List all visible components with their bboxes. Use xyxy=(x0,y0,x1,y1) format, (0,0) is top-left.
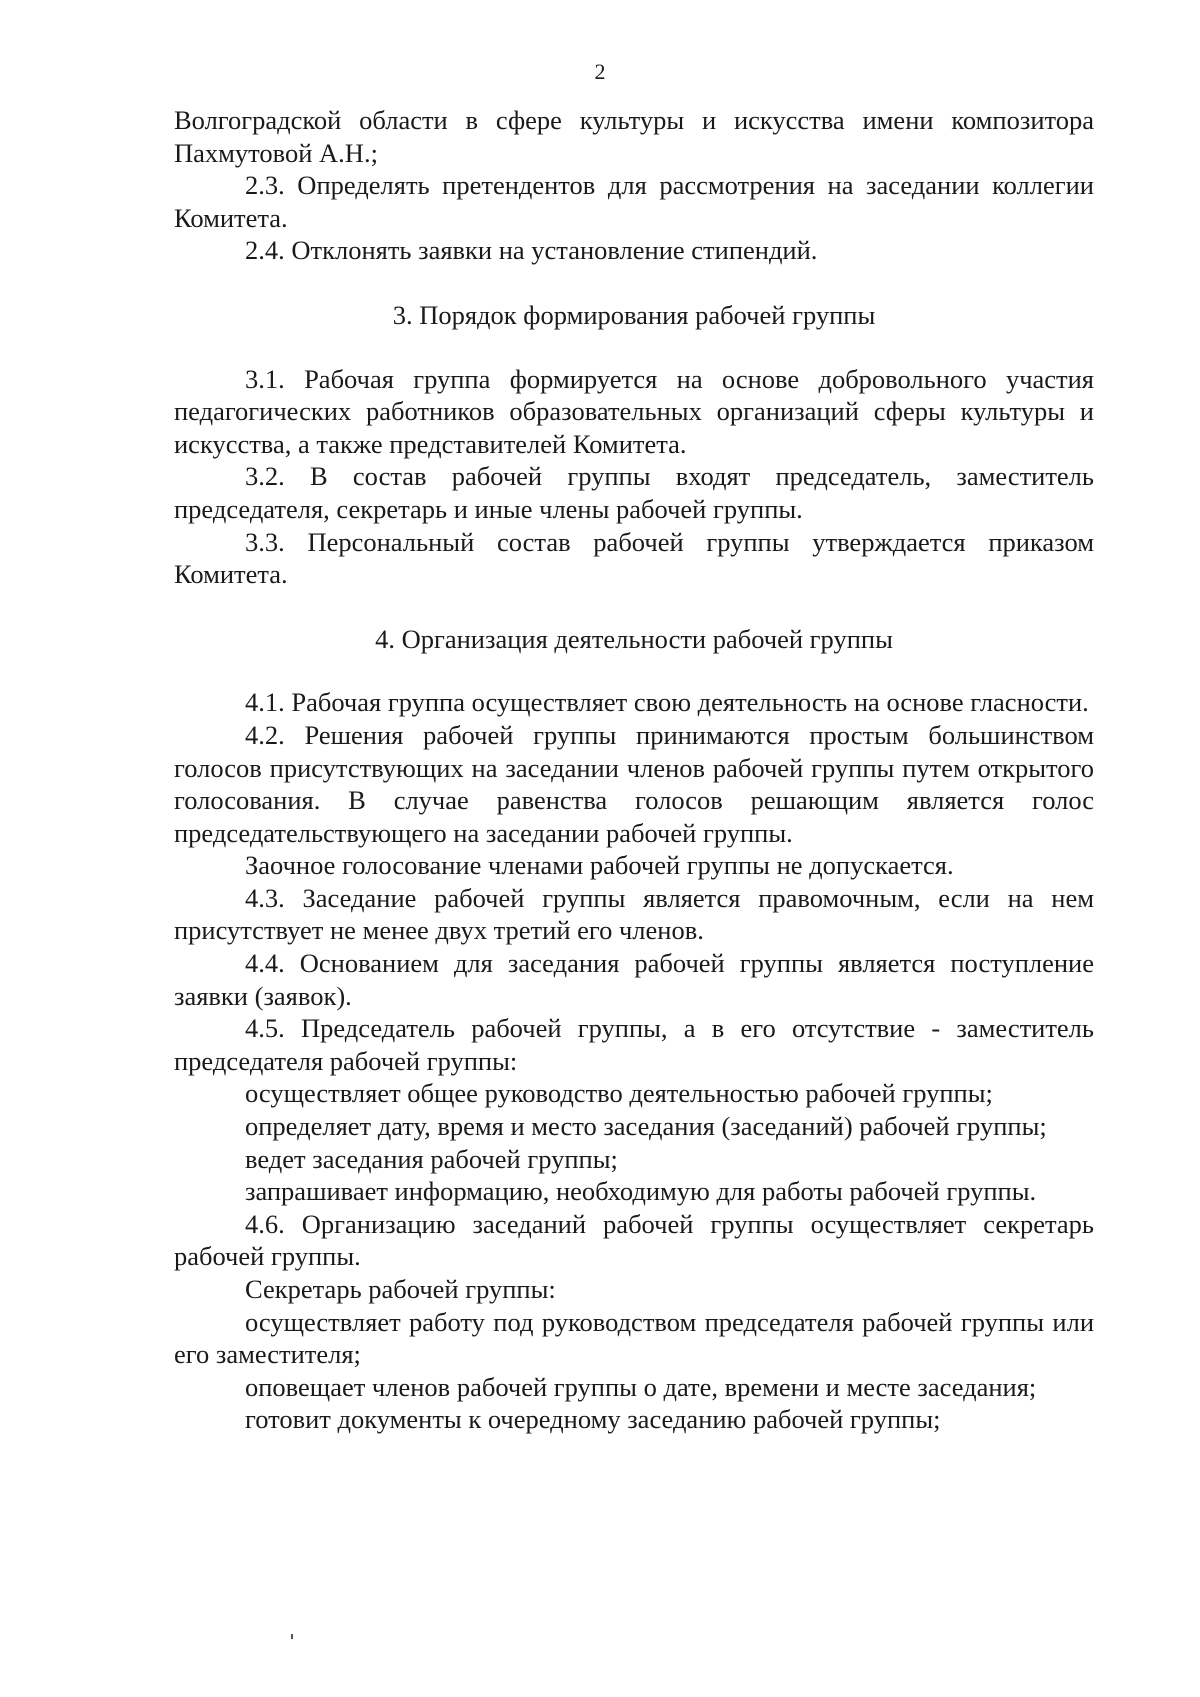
list-item-chair-duty-4: запрашивает информацию, необходимую для работы рабочей группы. xyxy=(245,1176,1037,1207)
list-item-secretary-duty-2: оповещает членов рабочей группы о дате, времени и месте заседания; xyxy=(245,1371,1037,1402)
paragraph-secretary-intro: Секретарь рабочей группы: xyxy=(245,1274,556,1304)
list-item-secretary-duty-1: осуществляет работу под руководством председателя рабочей группы или его заместителя; xyxy=(174,1306,1094,1370)
paragraph-3-3: 3.3. Персональный состав рабочей группы утверждается приказом Комитета. xyxy=(174,526,1094,590)
section-3-heading: 3. Порядок формирования рабочей группы xyxy=(392,299,876,330)
paragraph-4-6: 4.6. Организацию заседаний рабочей группы осуществляет секретарь рабочей группы. xyxy=(174,1208,1094,1272)
page-number: 2 xyxy=(594,59,606,84)
paragraph-2-3: 2.3. Определять претендентов для рассмотрения на заседании коллегии Комитета. xyxy=(174,170,1094,233)
list-item-secretary-duty-3: готовит документы к очередному заседанию рабочей группы; xyxy=(245,1404,941,1435)
paragraph-4-1: 4.1. Рабочая группа осуществляет свою деятельность на основе гласности. xyxy=(245,687,1089,718)
list-item-chair-duty-2: определяет дату, время и место заседания (заседаний) рабочей группы; xyxy=(245,1111,1047,1142)
paragraph-2-4: 2.4. Отклонять заявки на установление стипендий. xyxy=(245,235,818,266)
paragraph-4-5: 4.5. Председатель рабочей группы, а в его отсутствие - заместитель председателя рабочей группы: xyxy=(174,1013,1094,1076)
paragraph-continuation: Волгоградской области в сфере культуры и искусства имени композитора Пахмутовой А.Н.; xyxy=(174,105,1094,168)
paragraph-4-3: 4.3. Заседание рабочей группы является правомочным, если на нем присутствует не менее двух третий его членов. xyxy=(174,882,1094,946)
list-item-chair-duty-3: ведет заседания рабочей группы; xyxy=(245,1143,618,1174)
scan-speck xyxy=(291,1634,293,1639)
paragraph-4-4: 4.4. Основанием для заседания рабочей группы является поступление заявки (заявок). xyxy=(174,948,1094,1011)
paragraph-3-1: 3.1. Рабочая группа формируется на основе добровольного участия педагогических работников образовательных организаций сферы культуры и искусства, а также представителей Комитета. xyxy=(174,363,1094,459)
section-4-heading: 4. Организация деятельности рабочей группы xyxy=(375,623,893,654)
paragraph-4-2: 4.2. Решения рабочей группы принимаются простым большинством голосов присутствующих на заседании членов рабочей группы путем открытого голосования. В случае равенства голосов решающим является голос председательствующего на заседании рабочей группы. xyxy=(174,719,1094,848)
paragraph-3-2: 3.2. В состав рабочей группы входят председатель, заместитель председателя, секретарь и иные члены рабочей группы. xyxy=(174,461,1094,524)
list-item-chair-duty-1: осуществляет общее руководство деятельностью рабочей группы; xyxy=(245,1078,993,1109)
document-body xyxy=(174,104,1094,1436)
paragraph-4-2-absentee: Заочное голосование членами рабочей группы не допускается. xyxy=(245,850,954,881)
